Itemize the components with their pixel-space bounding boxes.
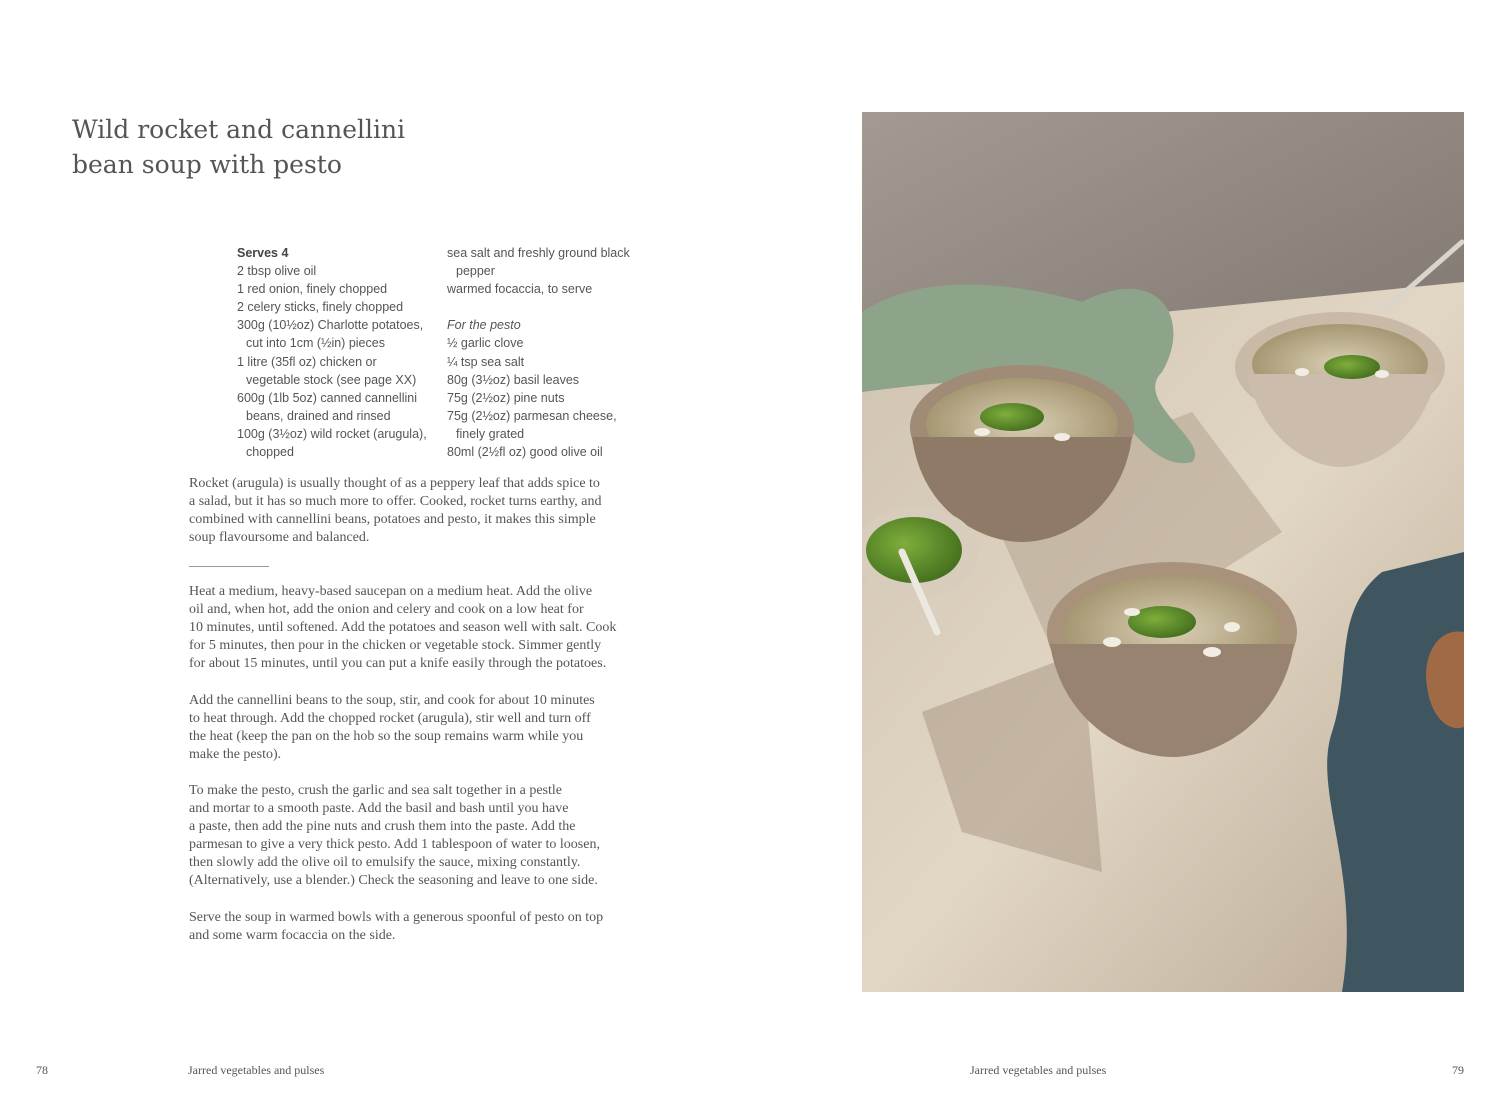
- intro-line: Rocket (arugula) is usually thought of as a peppery leaf that adds spice to: [189, 476, 600, 491]
- ingredients-list-right: [447, 244, 657, 461]
- ingredient-line: 100g (3½oz) wild rocket (arugula),: [237, 426, 427, 441]
- ingredient-line: pepper: [456, 264, 495, 279]
- method-line: to heat through. Add the chopped rocket (arugula), stir well and turn off: [189, 711, 591, 727]
- recipe-title-line: Wild rocket and cannellini: [72, 115, 406, 144]
- ingredient-line: cut into 1cm (½in) pieces: [246, 336, 385, 351]
- ingredient-line: ¼ tsp sea salt: [447, 354, 525, 369]
- method-line: Add the cannellini beans to the soup, stir, and cook for about 10 minutes: [189, 693, 595, 708]
- method-line: parmesan to give a very thick pesto. Add 1 tablespoon of water to loosen,: [189, 837, 600, 853]
- ingredient-line: 75g (2½oz) parmesan cheese,: [447, 408, 617, 423]
- ingredients-list-left: [237, 244, 442, 461]
- method-step-2: [189, 692, 644, 764]
- method-line: for about 15 minutes, until you can put a knife easily through the potatoes.: [189, 656, 607, 672]
- soup-photo-illustration: [862, 112, 1464, 992]
- ingredient-line: 2 tbsp olive oil: [237, 264, 317, 279]
- method-line: (Alternatively, use a blender.) Check the seasoning and leave to one side.: [189, 873, 598, 889]
- method-line: make the pesto).: [189, 747, 282, 763]
- pesto-subheading: For the pesto: [447, 318, 521, 333]
- method-step-4: [189, 909, 644, 945]
- recipe-title: [72, 112, 492, 182]
- pesto-swirl: [980, 403, 1044, 431]
- ingredient-line: 600g (1lb 5oz) canned cannellini: [237, 390, 417, 405]
- method-line: 10 minutes, until softened. Add the potatoes and season well with salt. Cook: [189, 620, 617, 636]
- method-line: a paste, then add the pine nuts and crush them into the paste. Add the: [189, 819, 576, 835]
- ingredient-line: [447, 298, 657, 316]
- ingredient-line: 80ml (2½fl oz) good olive oil: [447, 445, 603, 460]
- ingredient-line: 80g (3½oz) basil leaves: [447, 372, 580, 387]
- ingredient-line: 1 red onion, finely chopped: [237, 282, 388, 297]
- section-divider: [189, 566, 269, 567]
- ingredient-line: finely grated: [456, 426, 525, 441]
- ingredient-line: chopped: [246, 445, 294, 460]
- page-number-right: 79: [1452, 1063, 1464, 1077]
- section-name-left: Jarred vegetables and pulses: [188, 1063, 325, 1077]
- ingredient-line: vegetable stock (see page XX): [246, 372, 417, 387]
- ingredient-line: 300g (10½oz) Charlotte potatoes,: [237, 318, 424, 333]
- intro-line: soup flavoursome and balanced.: [189, 530, 370, 546]
- ingredient-line: 2 celery sticks, finely chopped: [237, 300, 404, 315]
- method-line: the heat (keep the pan on the hob so the soup remains warm while you: [189, 729, 584, 745]
- ingredient-line: 75g (2½oz) pine nuts: [447, 390, 565, 405]
- serves-heading: Serves 4: [237, 246, 289, 260]
- method-line: and some warm focaccia on the side.: [189, 928, 396, 944]
- page-number-left: 78: [36, 1063, 48, 1077]
- method-line: To make the pesto, crush the garlic and sea salt together in a pestle: [189, 783, 563, 798]
- ingredient-line: sea salt and freshly ground black: [447, 246, 630, 260]
- pesto-swirl: [1324, 355, 1380, 379]
- intro-line: a salad, but it has so much more to offer. Cooked, rocket turns earthy, and: [189, 494, 602, 510]
- ingredient-line: 1 litre (35fl oz) chicken or: [237, 354, 377, 369]
- recipe-title-line: bean soup with pesto: [72, 150, 342, 179]
- method-step-1: [189, 583, 644, 673]
- recipe-intro: [189, 475, 644, 547]
- ingredient-line: ½ garlic clove: [447, 336, 524, 351]
- soup-photo: [862, 112, 1464, 992]
- method-line: Heat a medium, heavy-based saucepan on a medium heat. Add the olive: [189, 584, 593, 599]
- section-name-right: Jarred vegetables and pulses: [970, 1063, 1107, 1077]
- method-line: and mortar to a smooth paste. Add the basil and bash until you have: [189, 801, 569, 817]
- method-step-3: [189, 782, 644, 891]
- method-line: Serve the soup in warmed bowls with a generous spoonful of pesto on top: [189, 910, 604, 925]
- intro-line: combined with cannellini beans, potatoes and pesto, it makes this simple: [189, 512, 596, 528]
- ingredient-line: warmed focaccia, to serve: [447, 282, 593, 297]
- method-line: then slowly add the olive oil to emulsify the sauce, mixing constantly.: [189, 855, 581, 871]
- method-line: for 5 minutes, then pour in the chicken or vegetable stock. Simmer gently: [189, 638, 602, 654]
- ingredient-line: beans, drained and rinsed: [246, 408, 391, 423]
- method-line: oil and, when hot, add the onion and celery and cook on a low heat for: [189, 602, 584, 618]
